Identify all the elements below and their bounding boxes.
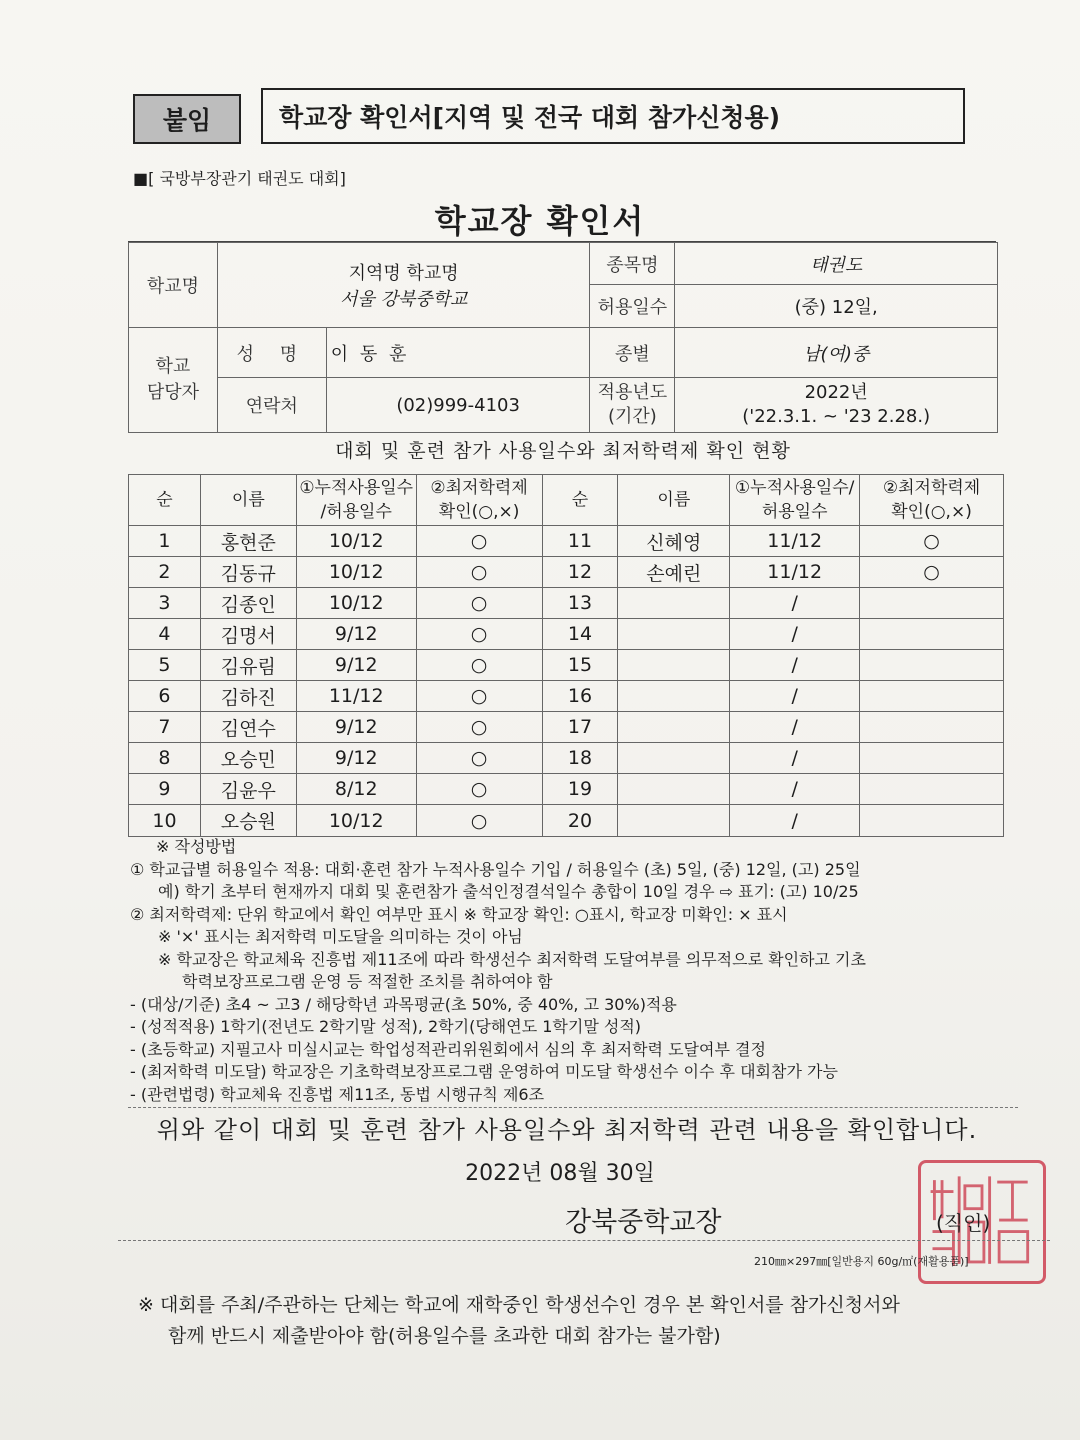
cell-no: 9 [129,774,201,805]
cell-days: 10/12 [296,557,416,588]
note-1: ① 학교급별 허용일수 적용: 대회·훈련 참가 누적사용일수 기입 / 허용일수 (초) 5일, (중) 12일, (고) 25일 [130,859,861,879]
cell-days: / [730,650,860,681]
contact-value: (02)999-4103 [326,378,590,433]
cell-no: 16 [542,681,618,712]
cell-days: 11/12 [730,557,860,588]
cell-name: 김하진 [200,681,296,712]
gender-value: 남(여)중 [675,328,998,378]
col-days-right: ①누적사용일수/ 허용일수 [730,475,860,526]
paper-spec: 210㎜×297㎜[일반용지 60g/㎡(재활용품)] [754,1255,969,1268]
cell-no: 19 [542,774,618,805]
document-header [133,88,965,148]
header-title: 학교장 확인서[지역 및 전국 대회 참가신청용) [261,88,965,144]
attachment-tag: 붙임 [133,94,241,144]
cell-name: 김명서 [200,619,296,650]
cell-check: ○ [860,526,1004,557]
cell-name [618,743,730,774]
note-2-b2: 학력보장프로그램 운영 등 적절한 조치를 취하여야 함 [182,972,553,991]
note-2: ② 최저학력제: 단위 학교에서 확인 여부만 표시 ※ 학교장 확인: ○표시, 학교장 미확인: × 표시 [130,904,788,924]
school-label: 학교명 [129,243,218,328]
cell-check [860,743,1004,774]
cell-check [860,588,1004,619]
cell-no: 2 [129,557,201,588]
cell-days: / [730,619,860,650]
cell-check [860,805,1004,837]
divider [118,1240,1050,1241]
cell-check [860,712,1004,743]
cell-no: 5 [129,650,201,681]
footer-line-1: ※ 대회를 주최/주관하는 단체는 학교에 재학중인 학생선수인 경우 본 확인서를 참가신청서와 [138,1294,900,1316]
table-row [129,526,1004,557]
cell-check: ○ [416,650,542,681]
cell-days: / [730,681,860,712]
cell-name [618,681,730,712]
detail-5: - (관련법령) 학교체육 진흥법 제11조, 동법 시행규칙 제6조 [130,1084,545,1104]
cell-check [860,681,1004,712]
cell-no: 4 [129,619,201,650]
cell-name: 오승원 [200,805,296,837]
cell-name: 신혜영 [618,526,730,557]
staff-label: 학교 담당자 [129,328,218,433]
cell-days: 10/12 [296,588,416,619]
col-check: ②최저학력제 확인(○,×) [416,475,542,526]
cell-no: 12 [542,557,618,588]
cell-days: / [730,588,860,619]
cell-days: 9/12 [296,712,416,743]
cell-check: ○ [416,774,542,805]
cell-days: / [730,805,860,837]
cell-days: 11/12 [730,526,860,557]
instructions [130,836,1010,1106]
cell-no: 15 [542,650,618,681]
info-table [128,242,998,433]
gender-label: 종별 [590,328,675,378]
cell-no: 13 [542,588,618,619]
note-2-a: ※ '×' 표시는 최저학력 미도달을 의미하는 것이 아님 [158,927,523,946]
table-row [129,650,1004,681]
cell-days: 10/12 [296,526,416,557]
confirmation-text: 위와 같이 대회 및 훈련 참가 사용일수와 최저학력 관련 내용을 확인합니다. [156,1116,978,1144]
allowed-days-value: (중) 12일, [675,285,998,328]
issue-date: 2022년 08월 30일 [465,1161,655,1186]
table-row [129,557,1004,588]
cell-name: 홍현준 [200,526,296,557]
cell-name [618,619,730,650]
table-row [129,712,1004,743]
principal-name: 강북중학교장 [565,1207,722,1238]
cell-no: 10 [129,805,201,837]
cell-name: 김유림 [200,650,296,681]
cell-name: 김종인 [200,588,296,619]
cell-check: ○ [416,619,542,650]
cell-name [618,805,730,837]
cell-no: 17 [542,712,618,743]
table-row [129,619,1004,650]
cell-name: 손예린 [618,557,730,588]
col-name: 이름 [200,475,296,526]
cell-check [860,619,1004,650]
cell-check: ○ [416,526,542,557]
col-no-right: 순 [542,475,618,526]
cell-no: 6 [129,681,201,712]
table-header-row [129,475,1004,526]
cell-name: 김동규 [200,557,296,588]
col-no: 순 [129,475,201,526]
name-label: 성 명 [217,328,326,378]
cell-no: 11 [542,526,618,557]
seal-label: (직인) [936,1211,991,1235]
footer-note [138,1290,1018,1352]
cell-no: 7 [129,712,201,743]
cell-no: 1 [129,526,201,557]
sport-value: 태권도 [675,243,998,285]
cell-days: / [730,743,860,774]
detail-2: - (성적적용) 1학기(전년도 2학기말 성적), 2학기(당해연도 1학기말 성적) [130,1017,642,1036]
cell-name: 김윤우 [200,774,296,805]
cell-check [860,774,1004,805]
note-2-b1: ※ 학교장은 학교체육 진흥법 제11조에 따라 학생선수 최저학력 도달여부를 의무적으로 확인하고 기초 [158,949,866,969]
cell-name [618,588,730,619]
cell-check: ○ [416,588,542,619]
cell-no: 3 [129,588,201,619]
col-days: ①누적사용일수 /허용일수 [296,475,416,526]
event-category: ■[ 국방부장관기 태권도 대회] [133,169,346,188]
contact-label: 연락처 [217,378,326,433]
cell-days: 9/12 [296,650,416,681]
year-value: 2022년 [804,382,868,403]
cell-name [618,712,730,743]
sport-label: 종목명 [590,243,675,285]
notes-heading: ※ 작성방법 [156,837,237,856]
detail-1: - (대상/기준) 초4 ~ 고3 / 해당학년 과목평균(초 50%, 중 40%, 고 30%)적용 [130,994,677,1014]
detail-4: - (최저학력 미도달) 학교장은 기초학력보장프로그램 운영하여 미도달 학생선수 이수 후 대회참가 가능 [130,1062,838,1081]
cell-days: 10/12 [296,805,416,837]
allowed-days-label: 허용일수 [590,285,675,328]
cell-days: 11/12 [296,681,416,712]
cell-check [860,650,1004,681]
cell-name: 오승민 [200,743,296,774]
cell-check: ○ [416,681,542,712]
table-row [129,805,1004,837]
table-row [129,681,1004,712]
participation-table [128,474,1004,837]
year-label: 적용년도 (기간) [590,378,675,433]
cell-check: ○ [416,557,542,588]
cell-days: 8/12 [296,774,416,805]
cell-no: 8 [129,743,201,774]
col-name-right: 이름 [618,475,730,526]
note-1-example: 예) 학기 초부터 현재까지 대회 및 훈련참가 출석인정결석일수 총합이 10일 경우 ⇨ 표기: (고) 10/25 [158,882,859,901]
table-row [129,588,1004,619]
cell-no: 14 [542,619,618,650]
cell-check: ○ [416,805,542,837]
school-name: 서울 강북중학교 [339,289,468,310]
divider [128,1107,1018,1108]
table-row [129,774,1004,805]
cell-name: 김연수 [200,712,296,743]
period-value: ('22.3.1. ~ '23 2.28.) [742,406,931,427]
table-row [129,743,1004,774]
school-name-header: 지역명 학교명 [348,263,459,284]
cell-name [618,774,730,805]
cell-days: 9/12 [296,743,416,774]
year-cell [675,378,998,433]
cell-no: 20 [542,805,618,837]
cell-days: 9/12 [296,619,416,650]
col-check-right: ②최저학력제 확인(○,×) [860,475,1004,526]
cell-no: 18 [542,743,618,774]
cell-check: ○ [416,743,542,774]
staff-name: 이 동 훈 [326,328,590,378]
school-name-cell [217,243,590,328]
cell-check: ○ [416,712,542,743]
cell-name [618,650,730,681]
page-title: 학교장 확인서 [434,202,646,240]
cell-days: / [730,712,860,743]
footer-line-2: 함께 반드시 제출받아야 함(허용일수를 초과한 대회 참가는 불가함) [168,1325,721,1347]
cell-check: ○ [860,557,1004,588]
cell-days: / [730,774,860,805]
detail-3: - (초등학교) 지필고사 미실시교는 학업성적관리위원회에서 심의 후 최저학력 도달여부 결정 [130,1039,766,1059]
table-title: 대회 및 훈련 참가 사용일수와 최저학력제 확인 현황 [335,440,791,462]
